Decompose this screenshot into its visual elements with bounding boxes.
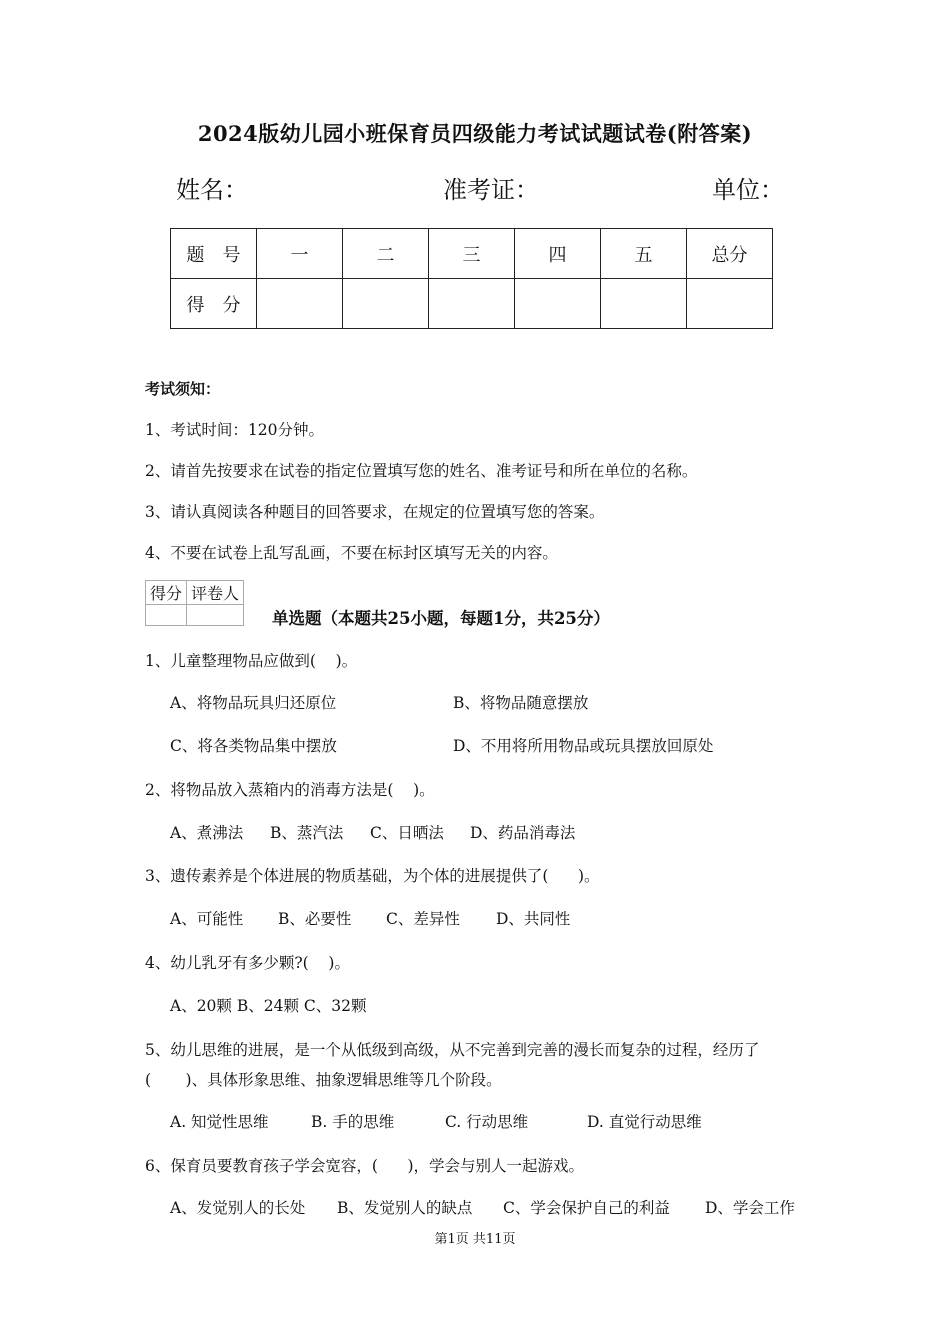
question-option[interactable]: D、学会工作 — [705, 1199, 795, 1217]
question-option[interactable]: C. 行动思维 — [445, 1113, 529, 1131]
page-footer: 第1页 共11页 — [434, 1232, 516, 1247]
question-stem: 1、儿童整理物品应做到( )。 — [145, 652, 358, 670]
grader-score-cell[interactable] — [146, 605, 187, 626]
notice-item: 2、请首先按要求在试卷的指定位置填写您的姓名、准考证号和所在单位的名称。 — [145, 462, 698, 480]
score-table-header-cell: 题 号 — [171, 229, 257, 279]
question-option[interactable]: D、不用将所用物品或玩具摆放回原处 — [453, 737, 714, 755]
question-option[interactable]: B、发觉别人的缺点 — [337, 1199, 473, 1217]
score-row-label: 得 分 — [171, 279, 257, 329]
section-title: 单选题（本题共25小题，每题1分，共25分） — [272, 609, 610, 628]
grader-reviewer-label: 评卷人 — [187, 581, 244, 605]
name-field-label: 姓名： — [176, 176, 248, 204]
grader-box — [145, 580, 244, 626]
notice-item: 4、不要在试卷上乱写乱画，不要在标封区填写无关的内容。 — [145, 544, 558, 562]
question-option[interactable]: D、共同性 — [496, 910, 571, 928]
question-option[interactable]: C、将各类物品集中摆放 — [170, 737, 337, 755]
notice-item: 1、考试时间：120分钟。 — [145, 421, 324, 439]
question-stem: 3、遗传素养是个体进展的物质基础，为个体的进展提供了( )。 — [145, 867, 600, 885]
score-cell[interactable] — [429, 279, 515, 329]
exam-id-field-label: 准考证： — [443, 176, 539, 204]
question-option[interactable]: B、蒸汽法 — [270, 824, 344, 842]
question-option[interactable]: D、药品消毒法 — [470, 824, 576, 842]
document-title: 2024版幼儿园小班保育员四级能力考试试题试卷(附答案) — [197, 121, 753, 146]
question-stem: 4、幼儿乳牙有多少颗?( )。 — [145, 954, 350, 972]
question-option[interactable]: C、日晒法 — [370, 824, 444, 842]
score-table-header-cell: 五 — [601, 229, 687, 279]
question-option[interactable]: A、可能性 — [170, 910, 244, 928]
grader-score-label: 得分 — [146, 581, 187, 605]
score-cell[interactable] — [601, 279, 687, 329]
score-table-header-cell: 一 — [257, 229, 343, 279]
unit-field-label: 单位： — [712, 176, 784, 204]
question-option[interactable]: A、将物品玩具归还原位 — [170, 694, 337, 712]
score-cell[interactable] — [257, 279, 343, 329]
notice-item: 3、请认真阅读各种题目的回答要求，在规定的位置填写您的答案。 — [145, 503, 605, 521]
question-option[interactable]: A、煮沸法 — [170, 824, 244, 842]
question-option[interactable]: B、必要性 — [278, 910, 352, 928]
question-option[interactable]: B. 手的思维 — [311, 1113, 395, 1131]
score-table-header-cell: 总分 — [687, 229, 773, 279]
question-stem-continued: ( )、具体形象思维、抽象逻辑思维等几个阶段。 — [145, 1071, 502, 1089]
question-option[interactable]: D. 直觉行动思维 — [587, 1113, 702, 1131]
question-option[interactable]: A、发觉别人的长处 — [170, 1199, 306, 1217]
question-option[interactable]: B、将物品随意摆放 — [453, 694, 589, 712]
score-table — [170, 228, 773, 329]
question-stem: 2、将物品放入蒸箱内的消毒方法是( )。 — [145, 781, 435, 799]
score-cell[interactable] — [343, 279, 429, 329]
question-option[interactable]: A. 知觉性思维 — [170, 1113, 269, 1131]
grader-reviewer-cell[interactable] — [187, 605, 244, 626]
question-stem: 6、保育员要教育孩子学会宽容，( )，学会与别人一起游戏。 — [145, 1157, 585, 1175]
question-option[interactable]: C、差异性 — [386, 910, 460, 928]
score-table-header-cell: 二 — [343, 229, 429, 279]
score-cell[interactable] — [515, 279, 601, 329]
score-cell[interactable] — [687, 279, 773, 329]
notice-title: 考试须知： — [145, 380, 221, 398]
question-stem: 5、幼儿思维的进展，是一个从低级到高级，从不完善到完善的漫长而复杂的过程，经历了 — [145, 1041, 760, 1059]
score-table-score-row — [171, 279, 773, 329]
score-table-header-cell: 四 — [515, 229, 601, 279]
question-option[interactable]: C、学会保护自己的利益 — [503, 1199, 670, 1217]
score-table-header-row — [171, 229, 773, 279]
question-option[interactable]: A、20颗 B、24颗 C、32颗 — [170, 997, 367, 1015]
score-table-header-cell: 三 — [429, 229, 515, 279]
